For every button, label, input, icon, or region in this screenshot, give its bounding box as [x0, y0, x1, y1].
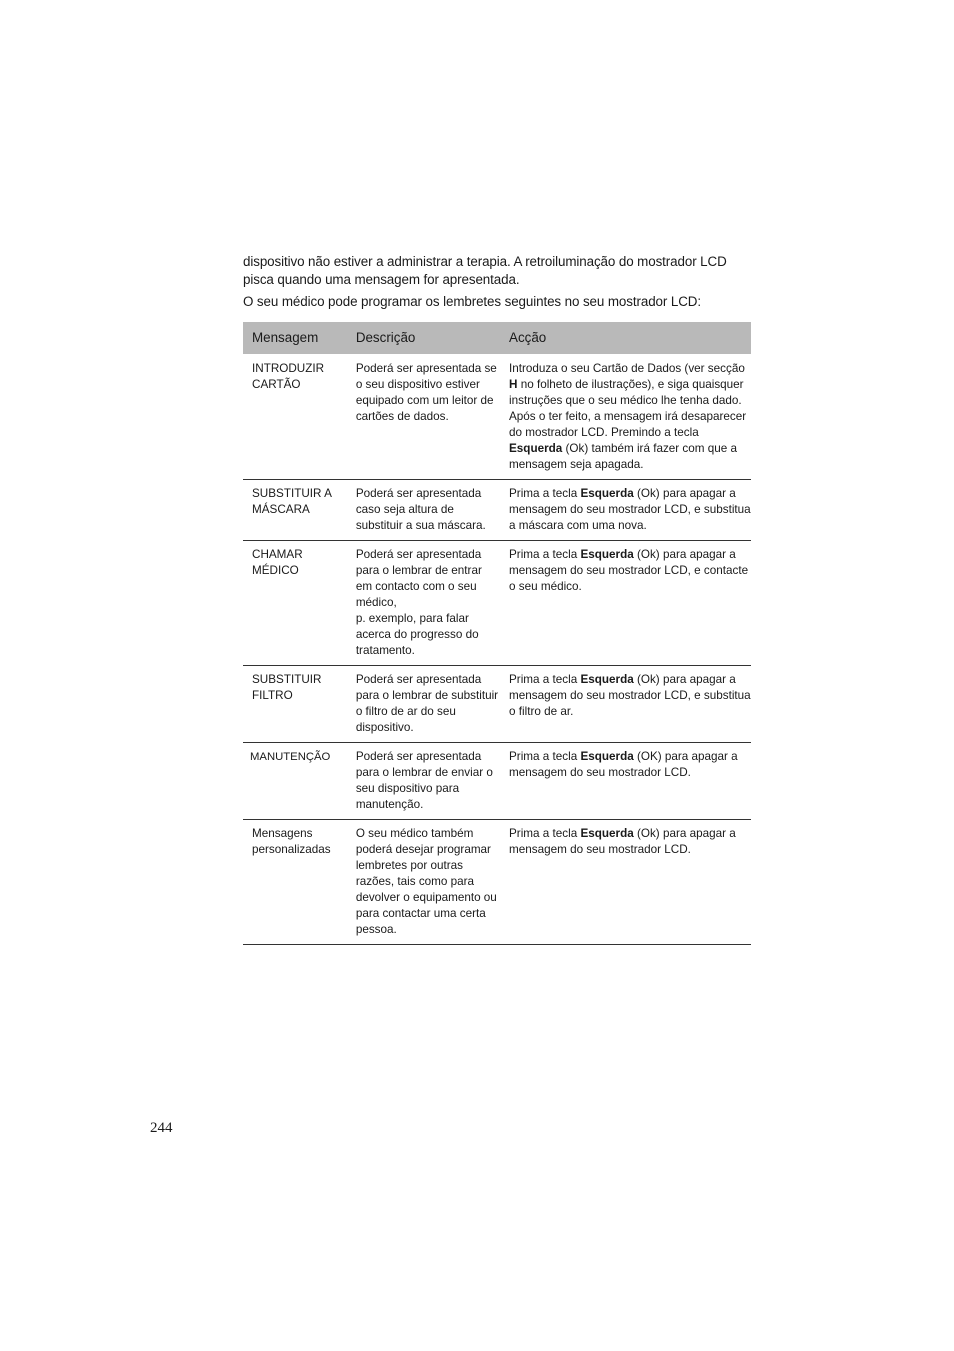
- message-cell: CHAMAR MÉDICO: [243, 541, 347, 666]
- section-key: H: [509, 378, 518, 391]
- intro-paragraph-1: dispositivo não estiver a administrar a terapia. A retroiluminação do mostrador LCD pisca quando uma mensagem for apresentada.: [243, 254, 727, 287]
- key-name: Esquerda: [580, 548, 634, 561]
- table-header-row: [243, 322, 751, 354]
- action-cell: Prima a tecla Esquerda (Ok) para apagar a mensagem do seu mostrador LCD, e substitua a máscara com uma nova.: [500, 480, 751, 541]
- intro-text: [243, 253, 755, 315]
- message-cell: INTRODUZIR CARTÃO: [243, 354, 347, 480]
- action-cell: Introduza o seu Cartão de Dados (ver secção H no folheto de ilustrações), e siga quaisquer instruções que o seu médico lhe tenha dado. Após o ter feito, a mensagem irá desaparecer do mostrador LCD. Premindo a tecla Esquerda (Ok) também irá fazer com que a mensagem seja apagada.: [500, 354, 751, 480]
- table-row: [243, 541, 751, 666]
- action-cell: Prima a tecla Esquerda (Ok) para apagar a mensagem do seu mostrador LCD, e substitua o filtro de ar.: [500, 666, 751, 743]
- action-cell: Prima a tecla Esquerda (Ok) para apagar a mensagem do seu mostrador LCD.: [500, 820, 751, 945]
- key-name: Esquerda: [580, 487, 634, 500]
- action-cell: Prima a tecla Esquerda (Ok) para apagar a mensagem do seu mostrador LCD, e contacte o seu médico.: [500, 541, 751, 666]
- description-cell: Poderá ser apresentada para o lembrar de enviar o seu dispositivo para manutenção.: [347, 743, 500, 820]
- description-cell: Poderá ser apresentada se o seu dispositivo estiver equipado com um leitor de cartões de dados.: [347, 354, 500, 480]
- message-cell: SUBSTITUIR A MÁSCARA: [243, 480, 347, 541]
- key-name: Esquerda: [580, 827, 634, 840]
- message-cell: Mensagens personalizadas: [243, 820, 347, 945]
- table-row: [243, 666, 751, 743]
- table-row: [243, 743, 751, 820]
- key-name: Esquerda: [580, 673, 634, 686]
- header-mensagem: Mensagem: [243, 322, 347, 354]
- header-accao: Acção: [500, 322, 751, 354]
- description-cell: Poderá ser apresentada caso seja altura de substituir a sua máscara.: [347, 480, 500, 541]
- key-name: Esquerda: [509, 442, 563, 455]
- intro-paragraph-2: O seu médico pode programar os lembretes seguintes no seu mostrador LCD:: [243, 294, 701, 309]
- header-descricao: Descrição: [347, 322, 500, 354]
- description-cell: Poderá ser apresentada para o lembrar de entrar em contacto com o seu médico, p. exemplo, para falar acerca do progresso do tratamento.: [347, 541, 500, 666]
- message-cell: MANUTENÇÃO: [243, 743, 347, 820]
- messages-table: [243, 322, 751, 945]
- message-cell: SUBSTITUIR FILTRO: [243, 666, 347, 743]
- action-cell: Prima a tecla Esquerda (OK) para apagar a mensagem do seu mostrador LCD.: [500, 743, 751, 820]
- description-cell: Poderá ser apresentada para o lembrar de substituir o filtro de ar do seu dispositivo.: [347, 666, 500, 743]
- description-cell: O seu médico também poderá desejar programar lembretes por outras razões, tais como para devolver o equipamento ou para contactar uma certa pessoa.: [347, 820, 500, 945]
- key-name: Esquerda: [580, 750, 634, 763]
- page-number: 244: [150, 1120, 173, 1136]
- table-row: [243, 480, 751, 541]
- table-row: [243, 354, 751, 480]
- table-row: [243, 820, 751, 945]
